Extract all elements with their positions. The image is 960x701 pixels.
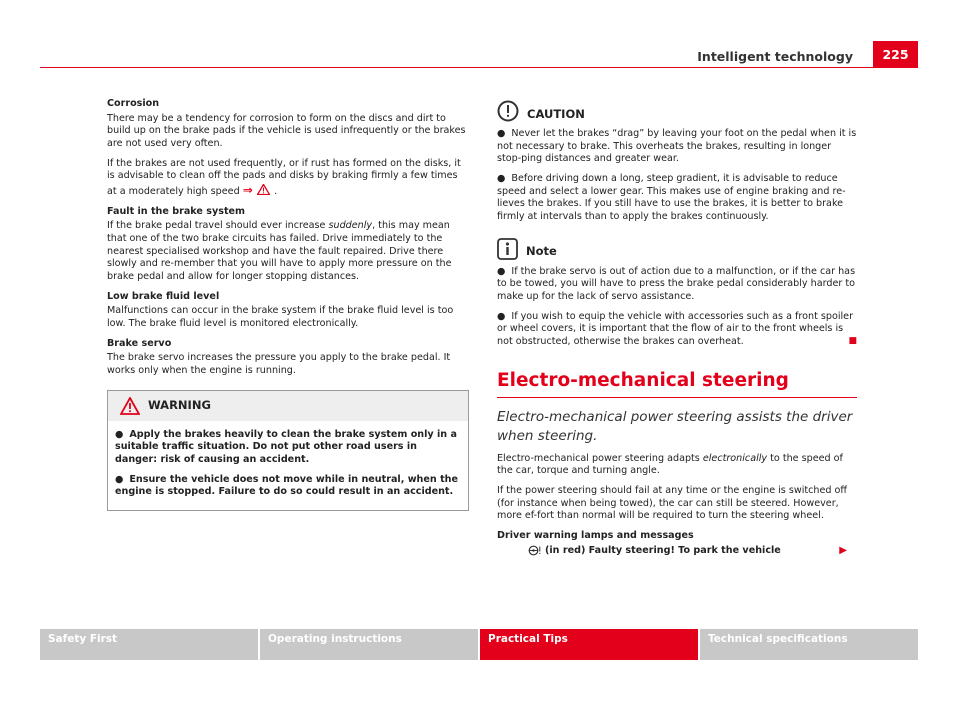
corrosion-paragraph-2	[107, 158, 469, 199]
tab-safety-first[interactable]: Safety First	[40, 629, 258, 660]
warning-bullet	[115, 429, 461, 467]
caution-header	[497, 100, 857, 122]
warning-triangle-icon	[257, 184, 270, 195]
reference-arrow-icon: ⇒	[242, 182, 253, 197]
steering-paragraph-1	[497, 453, 857, 478]
caution-icon	[497, 100, 519, 122]
caution-bullet	[497, 128, 857, 166]
corrosion-paragraph-2-text: If the brakes are not used frequently, or if rust has formed on the disks, it is advisable to clean off the pads and disks by braking firmly a few times at a moderately high speed	[107, 157, 461, 197]
caution-bullet-text: Before driving down a long, steep gradient, it is advisable to reduce speed and select a lower gear. This makes use of engine braking and re-lieves the brakes. If you still have to use the brakes, it is better to brake firmly at intervals than to apply the brakes continuously.	[497, 172, 846, 222]
fault-text-emphasis: suddenly	[328, 220, 373, 232]
bullet-icon: ●	[115, 473, 124, 485]
tab-operating-instructions[interactable]: Operating instructions	[260, 629, 478, 660]
servo-heading: Brake servo	[107, 337, 172, 349]
note-bullet-text: If the brake servo is out of action due to a malfunction, or if the car has to be towed, you will have to press the brake pedal considerably harder to make up for the lack of servo assistance.	[497, 265, 856, 302]
bullet-icon: ●	[497, 172, 506, 184]
warning-bullet	[115, 474, 461, 499]
fluid-paragraph: Malfunctions can occur in the brake system if the brake fluid level is too low. The brake fluid level is monitored electronically.	[107, 305, 454, 330]
note-bullet	[497, 266, 857, 304]
bullet-icon: ●	[497, 128, 506, 139]
bullet-icon: ●	[497, 265, 506, 277]
right-column	[497, 100, 857, 557]
corrosion-paragraph-2-end: .	[274, 185, 278, 197]
info-icon	[497, 238, 518, 260]
cross-reference-link[interactable]	[243, 183, 274, 197]
caution-bullet	[497, 173, 857, 224]
page-number: 225	[873, 41, 918, 67]
warning-header	[108, 391, 468, 421]
warning-triangle-icon	[120, 397, 140, 415]
tab-practical-tips[interactable]: Practical Tips	[480, 629, 698, 660]
note-bullet	[497, 311, 857, 349]
section-subtitle: Electro-mechanical power steering assists the driver when steering.	[497, 408, 853, 444]
section-title: Electro-mechanical steering	[497, 369, 857, 398]
steering-text-a: Electro-mechanical power steering adapts	[497, 452, 703, 464]
warning-bullet-text: Apply the brakes heavily to clean the brake system only in a suitable traffic situation. Do not put other road users in danger: risk of causing an accident.	[115, 428, 457, 465]
end-of-section-icon: ■	[848, 335, 857, 346]
steering-text-emphasis: electronically	[702, 452, 768, 464]
warning-title: WARNING	[148, 398, 211, 413]
fault-paragraph	[107, 220, 469, 283]
steering-paragraph-2: If the power steering should fail at any time or the engine is switched off (for instance when being towed), the car can still be steered. However, more ef-fort than normal will be required to turn the steering wheel.	[497, 485, 848, 522]
servo-paragraph: The brake servo increases the pressure you apply to the brake pedal. It works only when the engine is running.	[107, 352, 451, 376]
warning-lamp-text: (in red) Faulty steering! To park the vehicle	[545, 544, 781, 556]
warning-lamp-item	[497, 545, 857, 558]
warning-box	[107, 390, 469, 511]
bullet-icon: ●	[497, 310, 506, 322]
warning-lamps-heading: Driver warning lamps and messages	[497, 530, 694, 541]
running-header-title: Intelligent technology	[697, 49, 853, 64]
caution-title: CAUTION	[527, 106, 585, 121]
fault-heading: Fault in the brake system	[107, 205, 246, 217]
corrosion-heading: Corrosion	[107, 98, 160, 109]
corrosion-paragraph-1: There may be a tendency for corrosion to form on the discs and dirt to build up on the brake pads if the vehicle is used infrequently or the brakes are not used very often.	[107, 112, 466, 149]
header-rule	[40, 67, 918, 68]
fluid-heading: Low brake fluid level	[107, 290, 220, 302]
warning-body	[108, 421, 468, 510]
note-title: Note	[526, 244, 557, 259]
continue-arrow-icon: ▶	[839, 545, 847, 557]
left-column	[107, 98, 469, 511]
note-header	[497, 238, 857, 260]
fault-text-b: , this may mean that one of the two brake circuits has failed. Drive immediately to the nearest specialised workshop and have the fault repaired. Drive there slowly and re-member that you will have to apply more pressure on the brake pedal and allow for longer stopping distances.	[107, 220, 452, 283]
fault-text-a: If the brake pedal travel should ever increase	[107, 220, 329, 232]
footer-tab-bar	[40, 629, 918, 660]
steering-text-b: to the speed of the car, torque and turning angle.	[497, 452, 843, 477]
steering-wheel-icon	[527, 545, 542, 556]
note-bullet-text: If you wish to equip the vehicle with accessories such as a front spoiler or wheel covers, it is important that the flow of air to the front wheels is not obstructed, otherwise the brakes can overheat.	[497, 310, 854, 347]
warning-bullet-text: Ensure the vehicle does not move while in neutral, when the engine is stopped. Failure to do so could result in an accident.	[115, 473, 458, 498]
bullet-icon: ●	[115, 428, 124, 440]
tab-technical-specifications[interactable]: Technical specifications	[700, 629, 918, 660]
caution-bullet-text: Never let the brakes “drag” by leaving your foot on the pedal when it is not necessary to brake. This overheats the brakes, resulting in longer stop-ping distances and greater wear.	[497, 128, 857, 165]
